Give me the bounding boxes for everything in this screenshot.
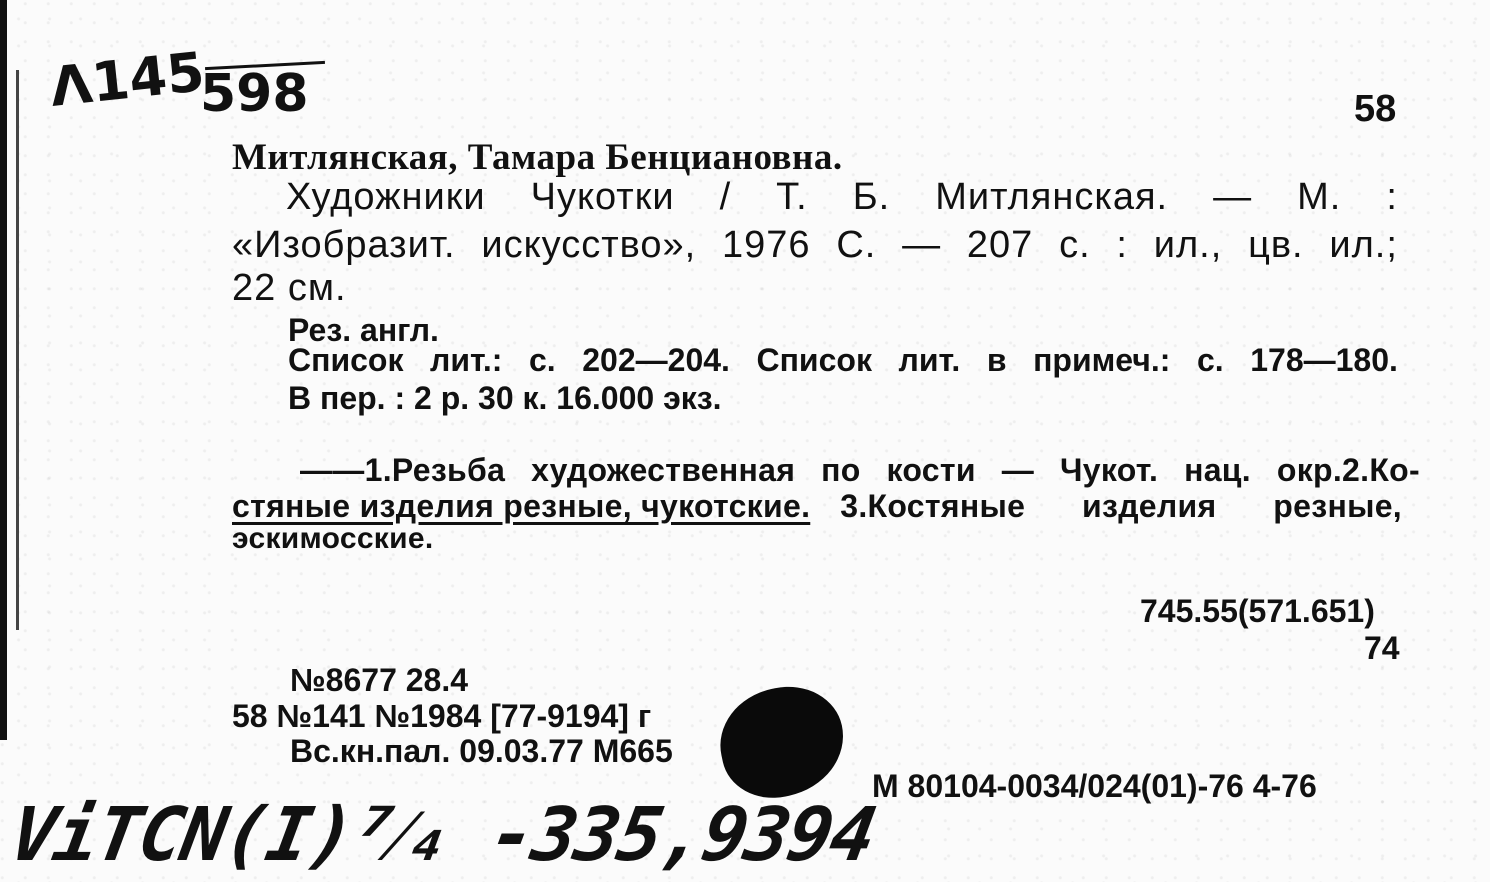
subject-line-1-word: по bbox=[821, 452, 861, 488]
description-line-1-word: : bbox=[1386, 176, 1398, 218]
price-note: В пер. : 2 р. 30 к. 16.000 экз. bbox=[288, 380, 722, 416]
subject-line-2 bbox=[232, 488, 1402, 525]
bibliography-word: Список bbox=[756, 342, 872, 378]
ink-blot bbox=[710, 676, 854, 807]
description-line-1-word: — bbox=[1213, 176, 1253, 218]
summary-note: Рез. англ. bbox=[288, 312, 439, 348]
subject-line-2-word: изделия bbox=[1082, 488, 1217, 524]
subject-line-1-word: Чукот. bbox=[1059, 452, 1159, 488]
subject-underlined: стяные изделия резные, чукотские. bbox=[232, 488, 811, 524]
corner-number: 58 bbox=[1354, 88, 1397, 130]
description-line-2 bbox=[232, 224, 1398, 267]
description-line-3: 22 см. bbox=[232, 267, 347, 309]
card-left-shadow bbox=[16, 70, 19, 630]
udc-class: 745.55(571.651) bbox=[1140, 593, 1375, 629]
description-line-2-word: искусство», bbox=[481, 224, 697, 266]
bbk-code: 74 bbox=[1364, 630, 1400, 666]
publishing-line-1: №8677 28.4 bbox=[290, 662, 469, 698]
description-line-2-word: цв. bbox=[1248, 224, 1304, 266]
bibliography-word: с. bbox=[529, 342, 556, 378]
description-line-2-word: — bbox=[902, 224, 942, 266]
author-heading: Митлянская, Тамара Бенциановна. bbox=[232, 137, 843, 178]
bibliography-word: с. bbox=[1196, 342, 1224, 378]
bibliography-note bbox=[288, 342, 1398, 379]
bibliography-word: в bbox=[986, 342, 1007, 378]
description-line-1-word: М. bbox=[1297, 176, 1342, 218]
bibliography-word: лит.: bbox=[430, 342, 503, 378]
description-line-2-word: 207 bbox=[966, 224, 1034, 266]
inventory-handwriting: ViTCN(I)⁷⁄₄ -335,9394 bbox=[4, 792, 882, 878]
description-line-1 bbox=[286, 176, 1398, 219]
description-line-1-word: Митлянская. bbox=[935, 176, 1169, 218]
m-line: М 80104-0034/024(01)-76 4-76 bbox=[872, 768, 1317, 804]
description-line-2-word: : bbox=[1116, 224, 1128, 266]
subject-line-3: эскимосские. bbox=[232, 522, 434, 555]
description-line-2-word: «Изобразит. bbox=[232, 224, 456, 266]
description-line-1-word: Художники bbox=[286, 176, 486, 218]
subject-line-1-word: — bbox=[1001, 452, 1035, 488]
description-line-2-word: с. bbox=[1059, 224, 1091, 266]
description-line-1-word: Т. bbox=[776, 176, 808, 218]
bibliography-word: лит. bbox=[898, 342, 961, 378]
subject-line-2-rest bbox=[840, 488, 1402, 525]
shelfmark-part1: Λ145 bbox=[47, 40, 208, 119]
subject-line-1-word: кости bbox=[886, 452, 976, 488]
description-line-1-word: Б. bbox=[852, 176, 891, 218]
bibliography-word: 178—180. bbox=[1250, 342, 1398, 378]
subject-line-2-word: 3.Костяные bbox=[840, 488, 1026, 524]
description-line-2-word: ил., bbox=[1153, 224, 1223, 266]
description-line-1-word: Чукотки bbox=[530, 176, 675, 218]
subject-line-1-word: художественная bbox=[531, 452, 796, 488]
subject-line-2-word: резные, bbox=[1273, 488, 1402, 524]
bibliography-word: Список bbox=[288, 342, 404, 378]
shelfmark-part2: 598 bbox=[200, 64, 309, 124]
description-line-2-word: ил.; bbox=[1329, 224, 1398, 266]
bibliography-word: примеч.: bbox=[1033, 342, 1171, 378]
description-line-2-word: С. bbox=[836, 224, 877, 266]
description-line-2-word: 1976 bbox=[722, 224, 811, 266]
subject-line-1-word: нац. bbox=[1184, 452, 1251, 488]
bibliography-word: 202—204. bbox=[582, 342, 730, 378]
card-left-edge bbox=[0, 0, 7, 740]
subject-line-1-word: окр.2.Ко- bbox=[1276, 452, 1420, 488]
description-line-1-word: / bbox=[719, 176, 732, 218]
subject-line-1-word: ——1.Резьба bbox=[300, 452, 506, 488]
publishing-line-3: Вс.кн.пал. 09.03.77 М665 bbox=[290, 733, 673, 769]
publishing-line-2: 58 №141 №1984 [77-9194] г bbox=[232, 698, 652, 734]
subject-line-1 bbox=[300, 452, 1420, 489]
